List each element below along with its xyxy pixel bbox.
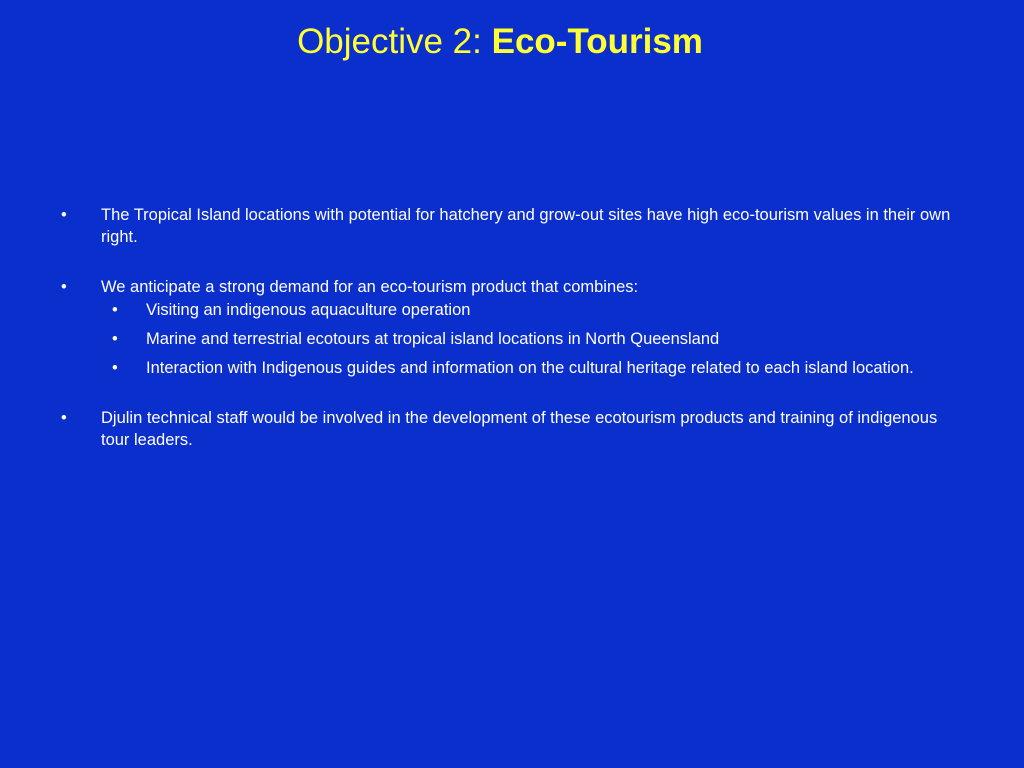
sub-bullet-text: Interaction with Indigenous guides and information on the cultural heritage related to each island location. — [146, 359, 914, 377]
bullet-text: The Tropical Island locations with potential for hatchery and grow-out sites have high eco-tourism values in their own right. — [101, 206, 951, 246]
sub-bullet-marker: • — [112, 359, 118, 377]
sub-bullet-item — [101, 328, 928, 350]
sub-bullet-marker: • — [112, 301, 118, 319]
bullet-text: We anticipate a strong demand for an eco-tourism product that combines: — [101, 278, 639, 296]
sub-bullet-text: Visiting an indigenous aquaculture operation — [146, 301, 471, 319]
slide-title-prefix: Objective 2: — [297, 22, 492, 61]
bullet-item — [58, 204, 968, 248]
bullet-marker: • — [61, 409, 67, 427]
bullet-text: Djulin technical staff would be involved in the development of these ecotourism products and training of indigenous tour leaders. — [101, 409, 938, 449]
sub-bullet-item — [101, 299, 928, 321]
sub-bullet-item — [101, 357, 928, 379]
bullet-item — [58, 407, 968, 451]
slide-title — [0, 22, 1000, 62]
sub-bullet-text: Marine and terrestrial ecotours at tropical island locations in North Queensland — [146, 330, 720, 348]
sub-bullet-marker: • — [112, 330, 118, 348]
slide-body — [58, 204, 968, 479]
bullet-item — [58, 276, 968, 379]
bullet-marker: • — [61, 206, 67, 224]
sub-bullet-list — [101, 299, 968, 379]
slide-title-bold: Eco-Tourism — [491, 22, 703, 61]
bullet-marker: • — [61, 278, 67, 296]
